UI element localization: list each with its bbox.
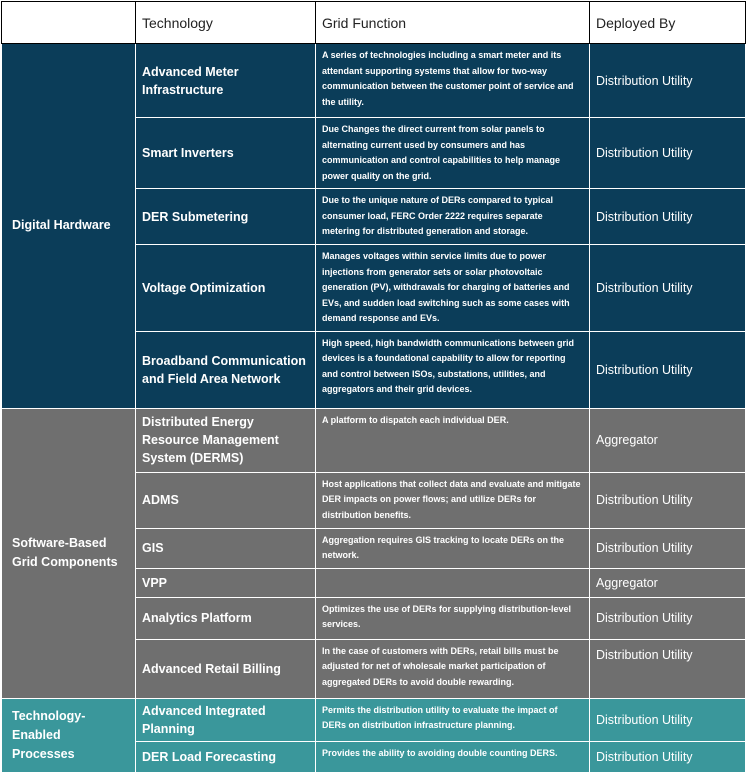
technology-cell: DER Submetering	[136, 189, 316, 245]
deployed-by-cell: Distribution Utility	[590, 597, 746, 639]
technology-cell: Advanced Retail Billing	[136, 639, 316, 698]
technology-cell: DER Load Forecasting	[136, 741, 316, 772]
grid-function-cell: A platform to dispatch each individual DER.	[316, 408, 590, 472]
grid-function-cell: Manages voltages within service limits due to power injections from generator sets or solar photovoltaic generation (PV), withdrawals for charging of batteries and EVs, and sudden load switching such as some cases with demand response and EVs.	[316, 245, 590, 332]
technology-cell: Analytics Platform	[136, 597, 316, 639]
table-row	[2, 408, 746, 472]
grid-function-cell: A series of technologies including a smart meter and its attendant supporting systems that allow for two-way communication between the customer point of service and the utility.	[316, 44, 590, 118]
grid-function-cell: Optimizes the use of DERs for supplying distribution-level services.	[316, 597, 590, 639]
technology-cell: Smart Inverters	[136, 118, 316, 189]
grid-function-cell	[316, 568, 590, 597]
grid-function-cell: Permits the distribution utility to evaluate the impact of DERs on distribution infrastructure planning.	[316, 698, 590, 741]
technology-cell: Voltage Optimization	[136, 245, 316, 332]
grid-function-cell: In the case of customers with DERs, retail bills must be adjusted for net of wholesale market participation of aggregated DERs to avoid double rewarding.	[316, 639, 590, 698]
deployed-by-cell: Distribution Utility	[590, 189, 746, 245]
deployed-by-cell: Distribution Utility	[590, 528, 746, 568]
deployed-by-cell: Aggregator	[590, 568, 746, 597]
deployed-by-cell: Distribution Utility	[590, 741, 746, 772]
deployed-by-cell: Distribution Utility	[590, 698, 746, 741]
deployed-by-cell: Distribution Utility	[590, 245, 746, 332]
grid-function-cell: Due to the unique nature of DERs compared to typical consumer load, FERC Order 2222 requires separate metering for distributed generation and storage.	[316, 189, 590, 245]
header-row	[2, 2, 746, 44]
deployed-by-cell: Distribution Utility	[590, 472, 746, 528]
table-row	[2, 698, 746, 741]
header-blank	[2, 2, 136, 44]
category-digital-hardware: Digital Hardware	[2, 44, 136, 409]
grid-function-cell: Provides the ability to avoiding double counting DERS.	[316, 741, 590, 772]
header-technology: Technology	[136, 2, 316, 44]
header-grid-function: Grid Function	[316, 2, 590, 44]
technology-cell: Broadband Communication and Field Area Network	[136, 331, 316, 408]
deployed-by-cell: Distribution Utility	[590, 639, 746, 698]
table-row	[2, 44, 746, 118]
grid-function-cell: High speed, high bandwidth communications between grid devices is a foundational capability to allow for reporting and control between ISOs, substations, utilities, and aggregators and their grid devices.	[316, 331, 590, 408]
technology-cell: Advanced Meter Infrastructure	[136, 44, 316, 118]
grid-function-cell: Host applications that collect data and evaluate and mitigate DER impacts on power flows; and utilize DERs for distribution benefits.	[316, 472, 590, 528]
grid-function-cell: Aggregation requires GIS tracking to locate DERs on the network.	[316, 528, 590, 568]
technology-cell: Distributed Energy Resource Management System (DERMS)	[136, 408, 316, 472]
deployed-by-cell: Distribution Utility	[590, 44, 746, 118]
deployed-by-cell: Aggregator	[590, 408, 746, 472]
der-technology-table	[1, 1, 746, 773]
deployed-by-cell: Distribution Utility	[590, 331, 746, 408]
header-deployed-by: Deployed By	[590, 2, 746, 44]
technology-cell: GIS	[136, 528, 316, 568]
technology-cell: ADMS	[136, 472, 316, 528]
category-software-based-grid-components: Software-Based Grid Components	[2, 408, 136, 698]
grid-function-cell: Due Changes the direct current from solar panels to alternating current used by consumers and has communication and control capabilities to help manage power quality on the grid.	[316, 118, 590, 189]
technology-cell: VPP	[136, 568, 316, 597]
category-technology-enabled-processes: Technology-Enabled Processes	[2, 698, 136, 772]
deployed-by-cell: Distribution Utility	[590, 118, 746, 189]
technology-cell: Advanced Integrated Planning	[136, 698, 316, 741]
